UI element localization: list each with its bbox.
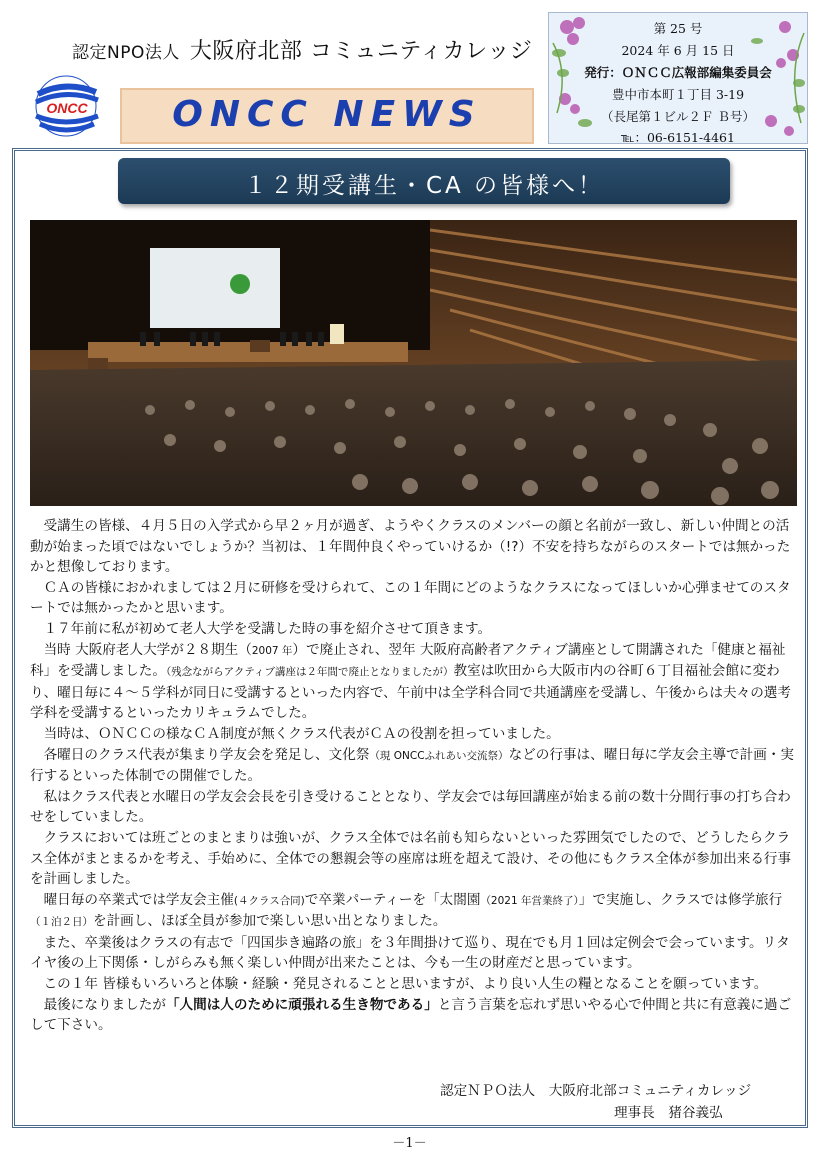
paragraph: この１年 皆様もいろいろと体験・経験・発見されることと思いますが、より良い人生の糧となることを願っています。 bbox=[43, 976, 768, 993]
text-run: 各曜日のクラス代表が集まり学友会を発足し、文化祭 bbox=[43, 746, 370, 763]
paragraph: 私はクラス代表と水曜日の学友会会長を引き受けることとなり、学友会では毎回講座が始まる前の数十分間行事の打ち合わせをしていました。 bbox=[30, 788, 791, 826]
address: 豊中市本町１丁目 3-19 bbox=[611, 87, 745, 102]
issue-info-box bbox=[548, 12, 808, 144]
text-run: と言う言葉を忘れず思いやる心で仲間と共に有意義に過ごして下さい。 bbox=[30, 996, 792, 1034]
article-title: １２期受講生・CA の皆様へ！ bbox=[243, 173, 605, 199]
telephone: ℡：06-6151-4461 bbox=[621, 130, 735, 144]
organization-name bbox=[72, 34, 532, 65]
issue-date: 2024 年 6 月 15 日 bbox=[621, 43, 735, 58]
signature-person: 理事長 猪谷義弘 bbox=[614, 1105, 723, 1121]
paragraph: 受講生の皆様、４月５日の入学式から早２ヶ月が過ぎ、ようやくクラスのメンバーの顔と名前が一致し、新しい仲間との活動が始まった頃ではないでしょうか？当初は、１年間仲良くやっていけるか（!?）不安を持ちながらのスタートでは無かったかと想像しております。 bbox=[30, 518, 791, 576]
oncc-logo bbox=[26, 72, 108, 138]
note: （残念ながらアクティブ講座は２年間で廃止となりましたが） bbox=[165, 666, 454, 679]
page-number: －1－ bbox=[392, 1136, 427, 1151]
paragraph bbox=[30, 995, 797, 1036]
emphasis-quote: 「人間は人のために頑張れる生き物である」 bbox=[165, 996, 438, 1013]
article-body bbox=[30, 516, 797, 1036]
masthead bbox=[12, 12, 552, 140]
text-run: 」で実施し、クラスでは修学旅行 bbox=[578, 891, 783, 908]
signature-organization: 認定ＮＰＯ法人 大阪府北部コミュニティカレッジ bbox=[440, 1083, 752, 1099]
note: 2007 年 bbox=[251, 644, 293, 657]
paragraph: １７年前に私が初めて老人大学を受講した時の事を紹介させて頂きます。 bbox=[43, 620, 492, 637]
text-run: 教室は吹田から大阪市内の谷町６丁目福祉会館に変わり、曜日毎に４～５学科が同日に受講するといった内容で、午前中は全学科合同で共通講座を受講し、午後からは夫々の選考学科を受講するといったカリキュラムでした。 bbox=[30, 663, 791, 722]
text-run: 曜日毎の卒業式では学友会主催 bbox=[43, 891, 234, 908]
text-run: 最後になりましたが bbox=[43, 996, 166, 1013]
text-run: ）で廃止され、翌年 大阪府高齢者アクティブ講座として開講された「健康と福祉科」を受講しました。 bbox=[30, 641, 786, 680]
paragraph: 当時は、ＯＮＣＣの様なＣＡ制度が無くクラス代表がＣＡの役割を担っていました。 bbox=[43, 725, 560, 742]
org-prefix: 認定NPO法人 bbox=[72, 43, 180, 63]
publisher: 発行：ＯＮＣＣ広報部編集委員会 bbox=[584, 65, 772, 80]
article-title-banner bbox=[118, 158, 730, 204]
paragraph: ＣＡの皆様におかれましては２月に研修を受けられて、この１年間にどのようなクラスになってほしいか心弾ませてのスタートでは無かったかと思います。 bbox=[30, 579, 791, 617]
text-run: 当時 大阪府老人大学が２８期生（ bbox=[43, 641, 252, 658]
logo-text: ONCC bbox=[46, 100, 88, 116]
paragraph bbox=[30, 640, 797, 724]
note: （１泊２日） bbox=[30, 916, 93, 929]
news-title-box bbox=[120, 88, 534, 144]
building: （長尾第１ビル２Ｆ Ｂ号） bbox=[601, 109, 755, 124]
text-run: で卒業パーティーを「太閤園 bbox=[304, 891, 481, 908]
note: （現 ONCCふれあい交流祭） bbox=[369, 749, 509, 762]
note: （2021 年営業終了） bbox=[480, 894, 579, 907]
org-title: 大阪府北部 コミュニティカレッジ bbox=[189, 39, 533, 64]
ceremony-photo bbox=[30, 220, 797, 506]
text-run: などの行事は、曜日毎に学友会主導で計画・実行するといった体制での開催でした。 bbox=[30, 746, 795, 785]
note: (４クラス合同) bbox=[233, 894, 305, 907]
paragraph bbox=[30, 890, 797, 933]
issue-number: 第 25 号 bbox=[653, 21, 703, 36]
paragraph: クラスにおいては班ごとのまとまりは強いが、クラス全体では名前も知らないといった雰囲気でしたので、どうしたらクラス全体がまとまるかを考え、手始めに、全体での懇親会等の座席は班を超えて設け、その他にもクラス全体が参加出来る行事を計画しました。 bbox=[30, 829, 792, 888]
paragraph: また、卒業後はクラスの有志で「四国歩き遍路の旅」を３年間掛けて巡り、現在でも月１回は定例会で会っています。リタイヤ後の上下関係・しがらみも無く楽しい仲間が出来たことは、今も一生の財産だと思っています。 bbox=[30, 934, 790, 972]
newsletter-title: ONCC NEWS bbox=[172, 94, 482, 135]
paragraph bbox=[30, 745, 797, 787]
text-run: を計画し、ほぼ全員が参加で楽しい思い出となりました。 bbox=[93, 913, 447, 930]
